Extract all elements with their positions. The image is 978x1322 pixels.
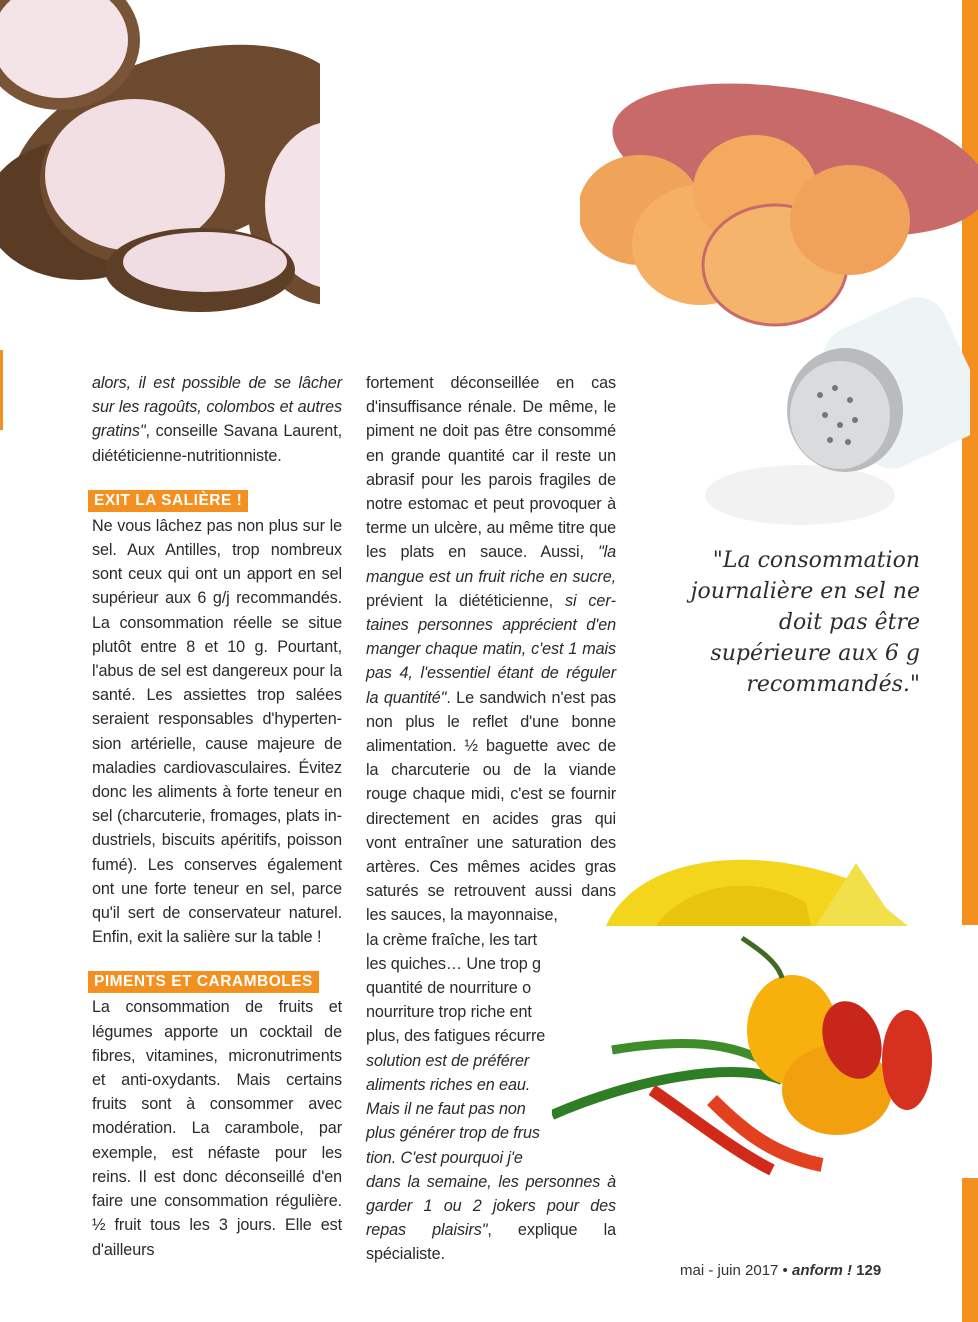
article-column-middle [366, 371, 616, 1267]
pull-quote: "La consommation journalière en sel ne doit pas être supérieure aux 6 g recommandés." [690, 548, 920, 697]
wrapped-lines [366, 928, 616, 1170]
paragraph-text: , explique la spécialiste. [366, 1221, 616, 1264]
paragraph-text: fortement déconseillée en cas d'insuffisance rénale. De même, le piment ne doit pas être consommé en grande quantité car il reste un abrasif pour les parois fragiles de notre estomac et peut provoquer à terme un ulcère, au même titre que les plats en sauce. Aussi, [366, 374, 616, 562]
page-footer [680, 1262, 881, 1279]
text-line: les quiches… Une trop g [366, 954, 541, 973]
paragraph-text: , conseille Savana Laurent, diététicienne-nutritionniste. [92, 422, 342, 465]
paragraph-text: prévient la diététicienne, [366, 591, 565, 610]
salt-shaker-image [700, 270, 970, 550]
paragraph-end [366, 1170, 616, 1267]
quote-text: si certaines personnes apprécient d'en manger chaque matin, c'est 1 mais pas 4, l'essentiel étant de réguler la quantité" [366, 591, 617, 707]
issue-date: mai - juin 2017 [680, 1262, 779, 1279]
text-line: solution est de préférer [366, 1051, 530, 1070]
paragraph-intro [92, 371, 342, 468]
starfruit-image [596, 848, 908, 926]
page-number: 129 [856, 1262, 882, 1279]
text-line: tion. C'est pourquoi j'e [366, 1148, 523, 1167]
yam-image [0, 0, 320, 330]
quote-text: alors, il est possible de se lâcher sur les ragoûts, colombos et autres gratins" [92, 374, 342, 441]
margin-accent-line [0, 350, 3, 430]
text-line: Mais il ne faut pas non [366, 1100, 526, 1119]
paragraph-salt: Ne vous lâchez pas non plus sur le sel. Aux Antilles, trop nombreux sont ceux qui ont un apport en sel supérieur aux 6 g/j recommandés. La consommation réelle se situe plutôt entre 8 et 10 g. Pourtant, l'abus de sel est dangereux pour la santé. Les assiettes trop salées seraient responsables d'hypertension artérielle, cause majeure de maladies cardiovasculaires. Évitez donc les aliments à forte teneur en sel (charcuterie, fromages, plats industriels, biscuits apéritifs, poisson fumé). Les conserves également ont une forte teneur en sel, parce qu'il sert de conservateur naturel. Enfin, exit la salière sur la table ! [92, 516, 342, 947]
section-heading-salt: EXIT LA SALIÈRE ! [88, 490, 248, 512]
text-line: plus, des fatigues récurre [366, 1027, 546, 1046]
separator: • [778, 1262, 792, 1279]
text-line: aliments riches en eau. [366, 1075, 531, 1094]
text-line: quantité de nourriture o [366, 979, 531, 998]
paragraph-text: . Le sandwich n'est pas non plus le reflet d'une bonne alimentation. ½ baguette avec de la charcuterie ou de la viande rouge chaque midi, c'est se fournir directement en acides gras qui vont entraîner une saturation des artères. Ces mêmes acides gras saturés se retrouvent aussi dans les sauces, la mayonnaise, [366, 688, 617, 925]
quote-text: dans la semaine, les personnes à garder 1 ou 2 jokers pour des repas plaisirs" [366, 1172, 616, 1240]
article-column-left [92, 371, 342, 1262]
paragraph-middle [366, 371, 616, 928]
text-line: la crème fraîche, les tart [366, 930, 538, 949]
text-line: nourriture trop riche ent [366, 1003, 532, 1022]
section-heading-peppers: PIMENTS ET CARAMBOLES [88, 971, 319, 993]
orange-side-bar [962, 1178, 978, 1322]
magazine-name: anform ! [791, 1262, 852, 1279]
quote-text: "la mangue est un fruit riche en sucre, [366, 543, 616, 586]
paragraph-fruits: La consommation de fruits et légumes apporte un cocktail de fibres, vitamines, micronutriments et anti-oxydants. Mais certains fruits sont à consommer avec modération. La carambole, par exemple, est néfaste pour les reins. Il est donc déconseillé d'en faire une consommation régulière. ½ fruit tous les 3 jours. Elle est d'ailleurs [92, 998, 342, 1259]
text-line: plus générer trop de frus [366, 1124, 540, 1143]
